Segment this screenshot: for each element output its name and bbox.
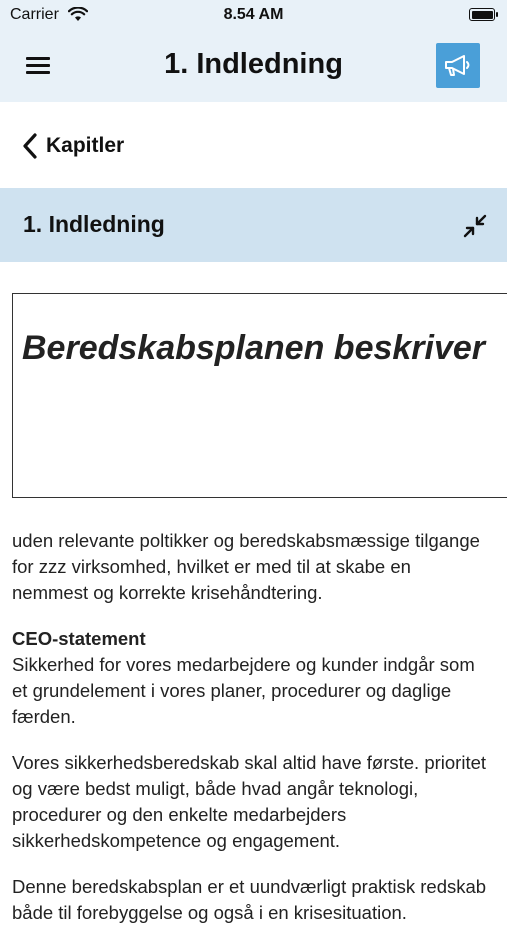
ceo-statement-block [12,626,492,730]
banner-text: Beredskabsplanen beskriver [22,329,486,367]
navigation-bar [0,36,507,98]
intro-paragraph: uden relevante poltikker og beredskabsmæssige tilgange for zzz virksomhed, hvilket er med til at skabe en nemmest og korrekte krisehåndtering. [12,530,480,603]
collapse-arrows-icon [461,212,489,240]
section-header [0,188,507,262]
battery-icon [469,8,495,21]
back-label: Kapitler [46,134,125,157]
chapter-content [12,528,492,946]
status-time: 8.54 AM [223,6,284,23]
carrier-label: Carrier [10,6,59,23]
announcement-button[interactable] [436,43,480,88]
banner-box [12,293,507,498]
back-button[interactable] [20,126,124,166]
paragraph: Vores sikkerhedsberedskab skal altid have første. prioritet og være bedst muligt, både hvad angår teknologi, procedurer og den enkelte medarbejders sikkerhedskompetence og engagement. [12,752,487,851]
megaphone-icon [443,53,473,79]
section-title: 1. Indledning [23,211,165,237]
page-title: 1. Indledning [164,48,343,80]
collapse-button[interactable] [461,212,489,240]
chevron-left-icon [20,132,40,160]
battery-fill [472,11,493,19]
ceo-statement-heading: CEO-statement [12,628,146,649]
status-bar [0,0,507,30]
ceo-statement-text: Sikkerhed for vores medarbejdere og kunder indgår som et grundelement i vores planer, procedurer og daglige færden. [12,654,475,727]
paragraph: Denne beredskabsplan er et uundværligt praktisk redskab både til forebyggelse og også i en krisesituation. [12,876,487,923]
